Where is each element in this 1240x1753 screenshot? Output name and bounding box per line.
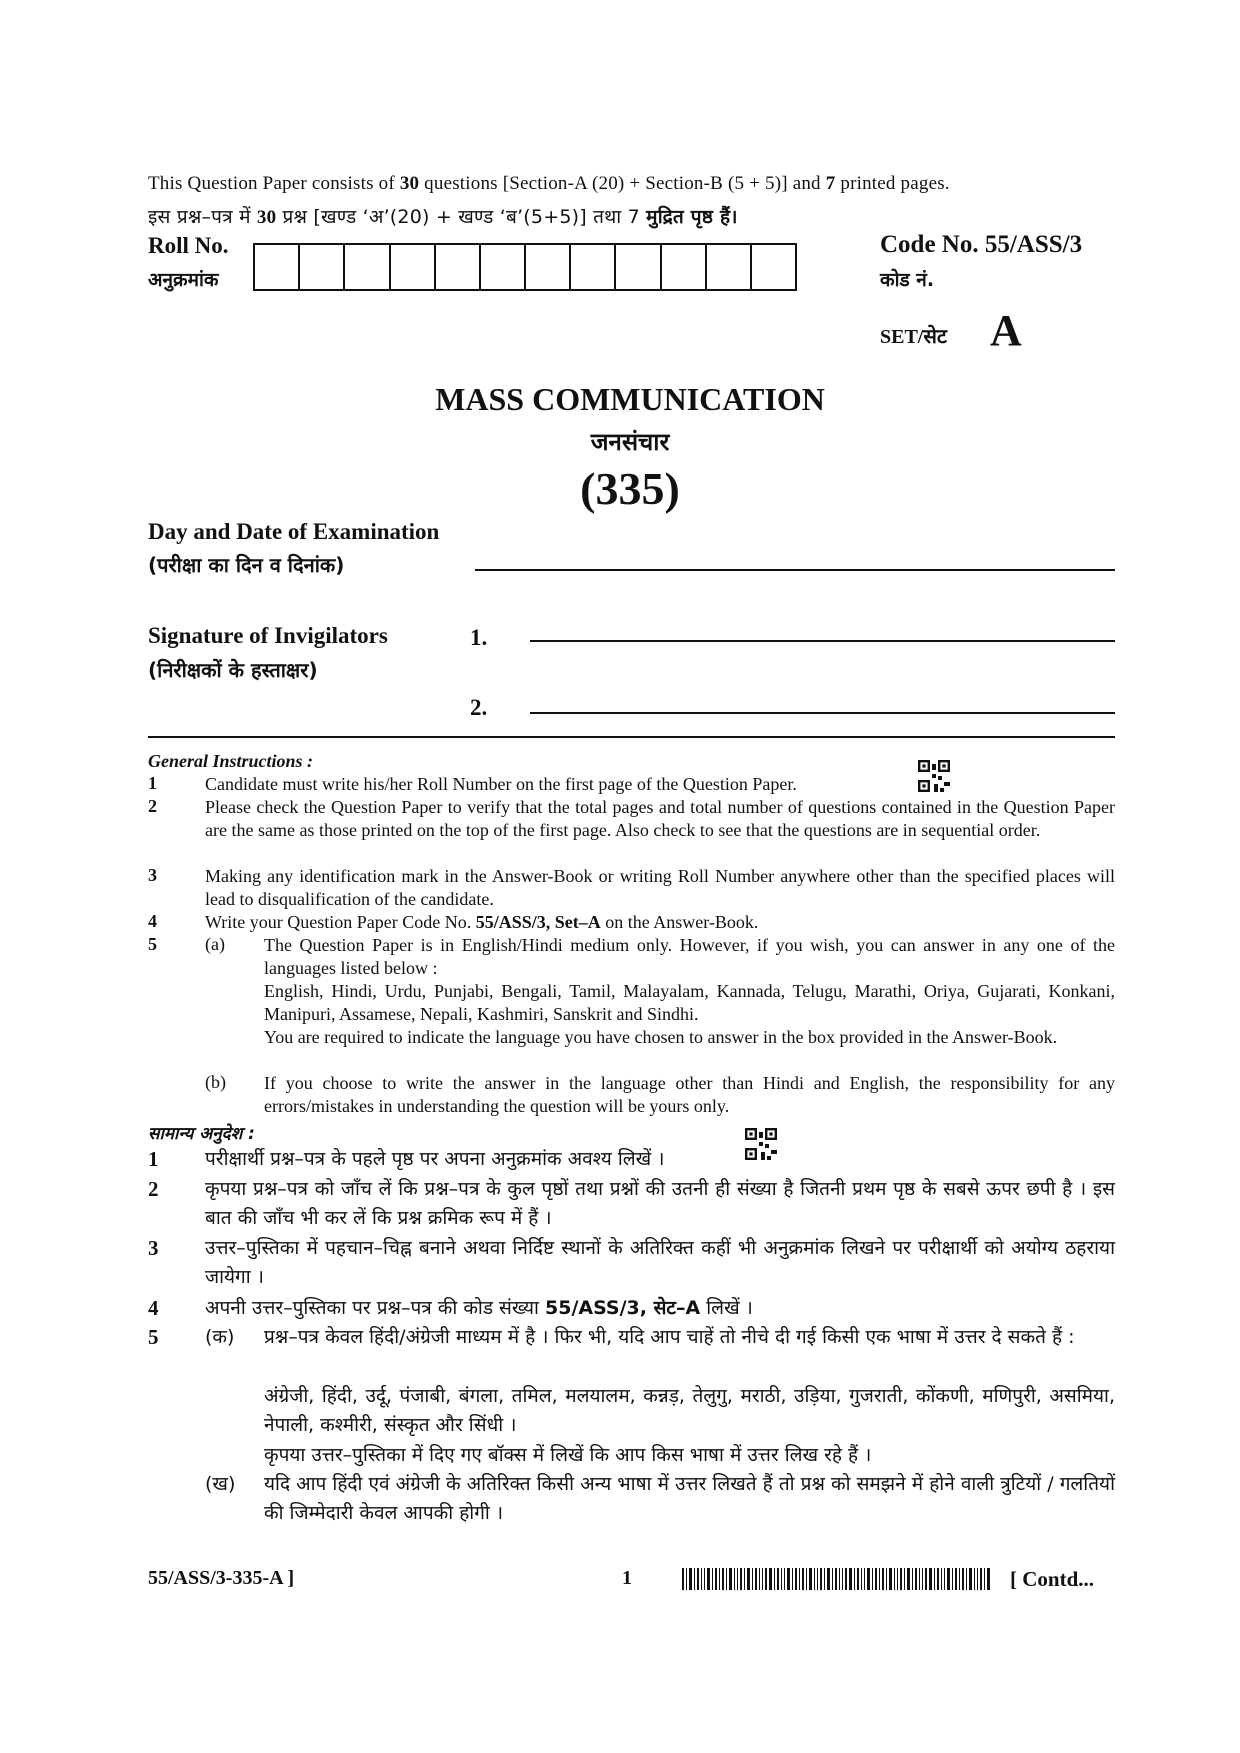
date-line[interactable]: [475, 569, 1115, 571]
instruction-5b-text: If you choose to write the answer in the language other than Hindi and English, the responsibility for any errors/mistakes in understanding the question will be yours only.: [264, 1073, 1115, 1116]
code-number: Code No. 55/ASS/3: [880, 231, 1083, 258]
roll-number-boxes[interactable]: [253, 243, 797, 291]
instruction-5a-languages: English, Hindi, Urdu, Punjabi, Bengali, Tamil, Malayalam, Kannada, Telugu, Marathi, Oriya, Gujarati, Konkani, Manipuri, Assamese, Nepali, Kashmiri, Sanskrit and Sindhi.: [264, 981, 1115, 1024]
instruction-number-hindi: 5: [148, 1325, 159, 1349]
instruction-5a-note-hindi: कृपया उत्तर–पुस्तिका में दिए गए बॉक्स में लिखें कि आप किस भाषा में उत्तर लिख रहे हैं ।: [264, 1444, 872, 1466]
instruction-5b-label: (b): [205, 1072, 226, 1092]
continued-label: [ Contd...: [1010, 1567, 1095, 1591]
roll-label-hindi: अनुक्रमांक: [148, 269, 219, 291]
intro-hindi: इस प्रश्न–पत्र में 30 प्रश्न [खण्ड ‘अ’(20) + खण्ड ‘ब’(5+5)] तथा 7 मुद्रित पृष्ठ हैं।: [148, 206, 738, 228]
instruction-number: 5: [148, 934, 157, 954]
section-divider: [148, 736, 1115, 738]
instruction-5b-label-hindi: (ख): [205, 1473, 236, 1495]
page-number: 1: [622, 1567, 632, 1589]
intro-english: This Question Paper consists of 30 questions [Section-A (20) + Section-B (5 + 5)] and 7 printed pages.: [148, 173, 950, 194]
instruction-number: 4: [148, 911, 157, 931]
set-value: A: [990, 306, 1022, 355]
instruction-3: Making any identification mark in the Answer-Book or writing Roll Number anywhere other than the specified places will lead to disqualification of the candidate.: [205, 866, 1115, 909]
instruction-4: Write your Question Paper Code No. 55/ASS/3, Set–A on the Answer-Book.: [205, 912, 759, 932]
instruction-1-hindi: परीक्षार्थी प्रश्न–पत्र के पहले पृष्ठ पर अपना अनुक्रमांक अवश्य लिखें ।: [205, 1148, 665, 1170]
invigilator-signature-label: Signature of Invigilators: [148, 623, 388, 648]
subject-title-hindi: जनसंचार: [590, 428, 670, 456]
signature-1-line[interactable]: [530, 640, 1115, 642]
instruction-5a-languages-hindi: अंग्रेजी, हिंदी, उर्दू, पंजाबी, बंगला, तमिल, मलयालम, कन्नड़, तेलुगु, मराठी, उड़िया, गुजराती, कोंकणी, मणिपुरी, असमिया, नेपाली, कश्मीरी, संस्कृत और सिंधी ।: [264, 1385, 1115, 1436]
instruction-5a-label: (a): [205, 934, 225, 954]
barcode-icon: [682, 1568, 992, 1590]
instruction-number: 1: [148, 773, 157, 793]
instruction-5a-note: You are required to indicate the language you have chosen to answer in the box provided in the Answer-Book.: [264, 1027, 1058, 1047]
signature-2-line[interactable]: [530, 712, 1115, 714]
instruction-4-hindi: अपनी उत्तर–पुस्तिका पर प्रश्न–पत्र की कोड संख्या 55/ASS/3, सेट–A लिखें ।: [205, 1297, 753, 1319]
invigilator-signature-label-hindi: (निरीक्षकों के हस्ताक्षर): [148, 658, 318, 682]
instruction-number-hindi: 1: [148, 1147, 159, 1171]
instruction-5b-text-hindi: यदि आप हिंदी एवं अंग्रेजी के अतिरिक्त किसी अन्य भाषा में उत्तर लिखते हैं तो प्रश्न को समझने में होने वाली त्रुटियों / गलतियों की जिम्मेदारी केवल आपकी होगी ।: [264, 1473, 1115, 1524]
subject-title: MASS COMMUNICATION: [435, 381, 825, 417]
instruction-number: 2: [148, 796, 157, 816]
instruction-number-hindi: 3: [148, 1236, 159, 1260]
instruction-2: Please check the Question Paper to verify that the total pages and total number of questions contained in the Question Paper are the same as those printed on the top of the first page. Also check to see that the questions are in sequential order.: [205, 797, 1115, 840]
instruction-5a-text-hindi: प्रश्न–पत्र केवल हिंदी/अंग्रेजी माध्यम में है । फिर भी, यदि आप चाहें तो नीचे दी गई किसी एक भाषा में उत्तर दे सकते हैं :: [264, 1326, 1075, 1348]
signature-2-number: 2.: [470, 695, 488, 720]
exam-date-label: Day and Date of Examination: [148, 519, 440, 544]
footer-paper-code: 55/ASS/3-335-A ]: [148, 1567, 295, 1589]
instruction-5a-text: The Question Paper is in English/Hindi medium only. However, if you wish, you can answer in any one of the languages listed below :: [264, 935, 1115, 978]
instruction-number-hindi: 4: [148, 1296, 159, 1320]
instruction-number: 3: [148, 865, 157, 885]
instruction-1: Candidate must write his/her Roll Number on the first page of the Question Paper.: [205, 774, 797, 794]
instruction-3-hindi: उत्तर–पुस्तिका में पहचान–चिह्न बनाने अथवा निर्दिष्ट स्थानों के अतिरिक्त कहीं भी अनुक्रमांक लिखने पर परीक्षार्थी को अयोग्य ठहराया जायेगा ।: [205, 1237, 1115, 1288]
general-instructions-heading: General Instructions :: [148, 751, 314, 771]
instruction-5a-label-hindi: (क): [205, 1326, 235, 1348]
signature-1-number: 1.: [470, 625, 488, 650]
set-label: SET/सेट: [880, 326, 947, 348]
roll-label: Roll No.: [148, 233, 229, 258]
instruction-2-hindi: कृपया प्रश्न–पत्र को जाँच लें कि प्रश्न–पत्र के कुल पृष्ठों तथा प्रश्नों की उतनी ही संख्या है जितनी प्रथम पृष्ठ के सबसे ऊपर छपी है । इस बात की जाँच भी कर लें कि प्रश्न क्रमिक रूप में हैं ।: [205, 1178, 1115, 1229]
exam-date-label-hindi: (परीक्षा का दिन व दिनांक): [148, 553, 345, 577]
subject-code: (335): [580, 463, 680, 514]
instruction-number-hindi: 2: [148, 1177, 159, 1201]
general-instructions-heading-hindi: सामान्य अनुदेश :: [148, 1124, 255, 1144]
code-label-hindi: कोड नं.: [880, 269, 935, 291]
